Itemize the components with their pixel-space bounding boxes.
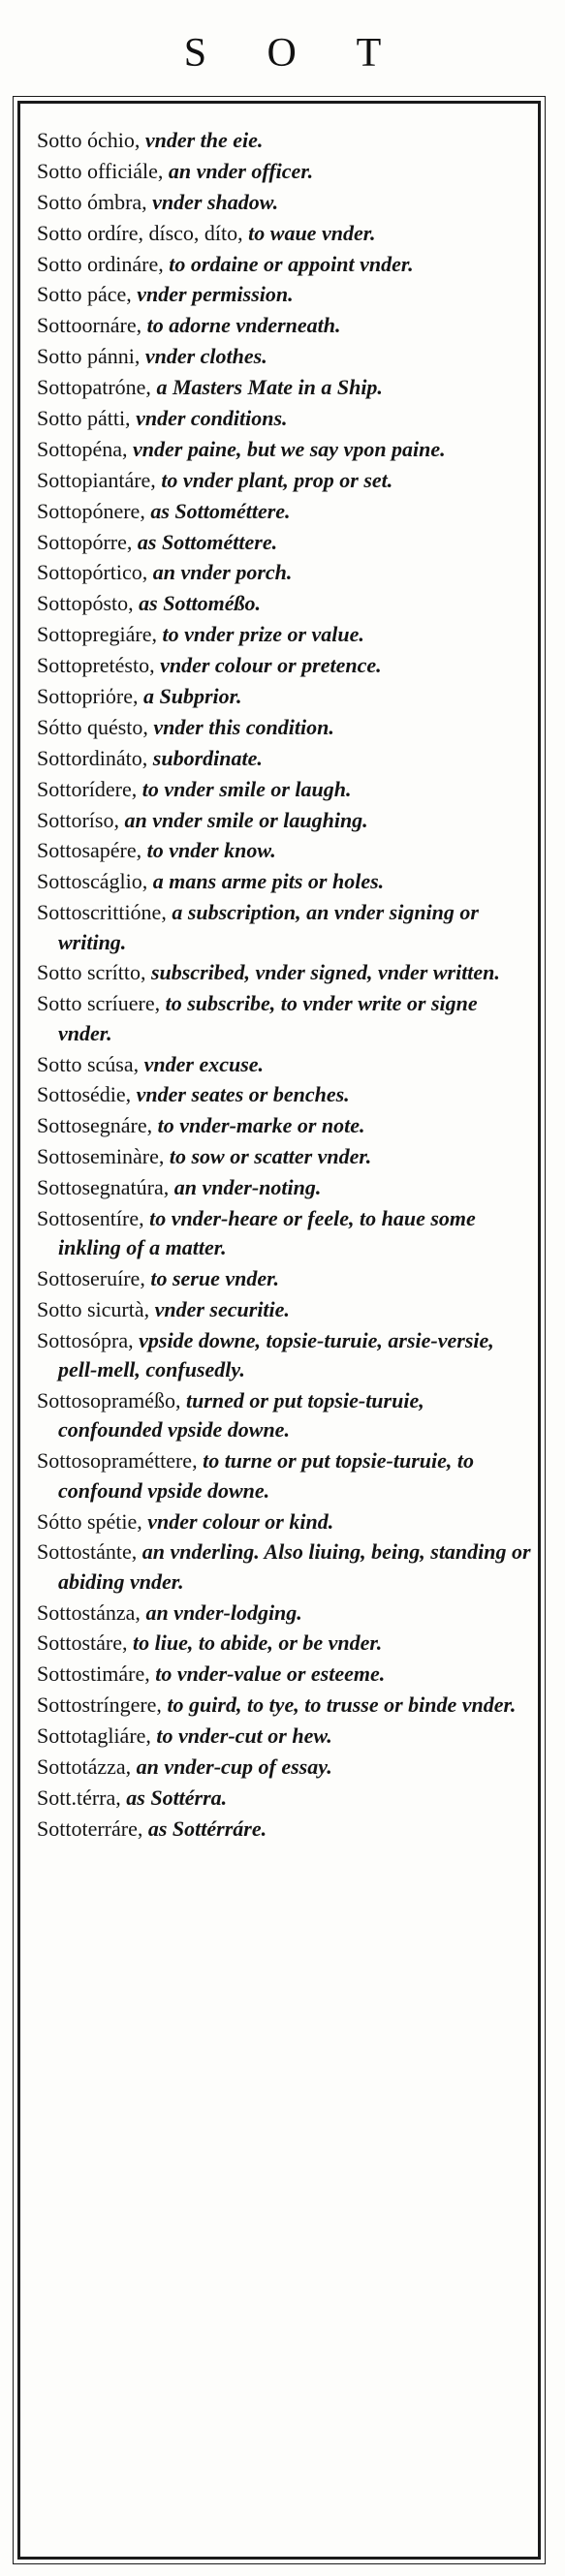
entry-headword: Sotto ordináre, — [37, 251, 164, 276]
dictionary-entry — [37, 1386, 531, 1445]
entry-headword: Sótto spétie, — [37, 1508, 142, 1534]
entry-definition: as Sottométtere. — [132, 529, 278, 554]
entry-headword: Sottosegnáre, — [37, 1113, 153, 1138]
dictionary-entry — [37, 250, 531, 279]
dictionary-entry — [37, 188, 531, 217]
entry-definition: subscribed, vnder signed, vnder written. — [145, 960, 500, 985]
entry-headword: Sottopósto, — [37, 591, 134, 616]
running-head: S O T — [183, 31, 407, 76]
entry-definition: an vnder porch. — [147, 560, 293, 585]
entry-definition: vnder securitie. — [149, 1297, 290, 1322]
entry-definition: to sow or scatter vnder. — [164, 1144, 372, 1169]
entry-headword: Sotto scríuere, — [37, 991, 161, 1016]
entry-headword: Sottoríso, — [37, 807, 119, 832]
entry-headword: Sottoscáglio, — [37, 869, 148, 894]
entry-headword: Sottopregiáre, — [37, 622, 158, 647]
dictionary-entry — [37, 1722, 531, 1751]
dictionary-entry — [37, 989, 531, 1048]
entry-headword: Sottoseruíre, — [37, 1266, 145, 1291]
dictionary-entry — [37, 1446, 531, 1505]
dictionary-entry — [37, 1598, 531, 1628]
dictionary-entry — [37, 1660, 531, 1689]
entry-headword: Sotto scúsa, — [37, 1051, 140, 1076]
dictionary-entry — [37, 1784, 531, 1813]
entry-headword: Sottosédie, — [37, 1082, 132, 1107]
dictionary-entry — [37, 1204, 531, 1263]
dictionary-entry — [37, 775, 531, 804]
dictionary-entry — [37, 157, 531, 186]
entry-headword: Sottopéna, — [37, 436, 128, 461]
dictionary-entry — [37, 528, 531, 557]
entry-headword: Sottosopraméßo, — [37, 1388, 181, 1413]
dictionary-entry — [37, 1264, 531, 1293]
entry-definition: to guird, to tye, to trusse or binde vnder. — [161, 1692, 517, 1718]
dictionary-entry — [37, 1295, 531, 1324]
entry-definition: a Subprior. — [138, 684, 242, 709]
entry-headword: Sottosopraméttere, — [37, 1448, 198, 1474]
entry-definition: vnder permission. — [131, 282, 294, 307]
dictionary-entry — [37, 1142, 531, 1171]
entry-definition: as Sottoméßo. — [133, 591, 262, 616]
dictionary-entry — [37, 713, 531, 742]
dictionary-entry — [37, 126, 531, 155]
entry-headword: Sotto óchio, — [37, 128, 141, 152]
entry-definition: vnder colour or kind. — [141, 1508, 334, 1534]
entry-definition: vnder the eie. — [140, 128, 264, 152]
entry-definition: vnder paine, but we say vpon paine. — [127, 436, 446, 461]
entry-definition: vpside downe, topsie-turuie, arsie-versie, pell-mell, confusedly. — [58, 1327, 494, 1382]
entry-headword: Sottosapére, — [37, 838, 142, 863]
entry-definition: to vnder smile or laugh. — [137, 776, 352, 801]
entry-definition: an vnder-cup of essay. — [131, 1754, 332, 1780]
entry-definition: vnder excuse. — [139, 1051, 265, 1076]
entry-headword: Sottostáre, — [37, 1630, 128, 1656]
entry-definition: to vnder-value or esteeme. — [149, 1661, 386, 1687]
dictionary-entry — [37, 342, 531, 371]
entry-definition: an vnderling. Also liuing, being, standing or abiding vnder. — [58, 1539, 531, 1594]
entry-definition: vnder this condition. — [147, 714, 334, 739]
entry-definition: an vnder-noting. — [169, 1175, 322, 1200]
dictionary-entry — [37, 682, 531, 711]
entry-headword: Sottopónere, — [37, 498, 145, 523]
dictionary-entry — [37, 806, 531, 835]
dictionary-entry — [37, 219, 531, 248]
entry-definition: an vnder-lodging. — [140, 1599, 302, 1625]
entry-headword: Sottopretésto, — [37, 653, 155, 678]
entry-headword: Sotto sicurtà, — [37, 1297, 150, 1322]
entry-headword: Sottotagliáre, — [37, 1723, 151, 1749]
entry-definition: vnder seates or benches. — [131, 1082, 350, 1107]
entry-headword: Sottotázza, — [37, 1754, 132, 1780]
entry-definition: to adorne vnderneath. — [141, 313, 341, 338]
dictionary-entry — [37, 558, 531, 587]
entry-headword: Sottosópra, — [37, 1327, 134, 1352]
dictionary-entry — [37, 1629, 531, 1658]
entry-headword: Sotto scrítto, — [37, 960, 146, 985]
entry-definition: to serue vnder. — [144, 1266, 279, 1291]
entry-headword: Sottostánza, — [37, 1599, 141, 1625]
entry-definition: to waue vnder. — [242, 220, 376, 245]
entry-headword: Sottoornáre, — [37, 313, 142, 338]
dictionary-entry — [37, 1111, 531, 1140]
dictionary-entry — [37, 620, 531, 649]
dictionary-entry — [37, 1173, 531, 1202]
dictionary-entry — [37, 744, 531, 773]
entry-definition: as Sottométtere. — [144, 498, 291, 523]
entry-headword: Sottordináto, — [37, 745, 148, 770]
entry-headword: Sotto ómbra, — [37, 189, 147, 214]
entry-definition: an vnder smile or laughing. — [118, 807, 368, 832]
entry-definition: vnder clothes. — [140, 344, 267, 369]
entry-headword: Sottoterráre, — [37, 1816, 143, 1841]
entry-headword: Sottopriόre, — [37, 684, 139, 709]
entry-definition: a mans arme pits or holes. — [147, 869, 385, 894]
entry-definition: subordinate. — [147, 745, 263, 770]
dictionary-entry — [37, 466, 531, 495]
dictionary-entry — [37, 1815, 531, 1844]
dictionary-entry — [37, 497, 531, 526]
entry-definition: as Sottérra. — [120, 1785, 228, 1810]
entry-headword: Sotto páce, — [37, 282, 132, 307]
entry-definition: to vnder prize or value. — [157, 622, 364, 647]
entry-headword: Sottostríngere, — [37, 1692, 162, 1718]
entry-definition: to vnder-cut or hew. — [150, 1723, 332, 1749]
dictionary-entry — [37, 1080, 531, 1109]
entry-definition: to ordaine or appoint vnder. — [163, 251, 414, 276]
entry-definition: vnder shadow. — [146, 189, 279, 214]
dictionary-entry — [37, 1507, 531, 1536]
entry-headword: Sottostimáre, — [37, 1661, 150, 1687]
dictionary-entry — [37, 898, 531, 957]
entry-headword: Sottopórre, — [37, 529, 133, 554]
entry-headword: Sottopórtico, — [37, 560, 148, 585]
entry-headword: Sottosentíre, — [37, 1205, 144, 1230]
entry-headword: Sottostánte, — [37, 1539, 138, 1565]
entry-definition: a subscription, an vnder signing or writing. — [58, 900, 479, 954]
entry-definition: to vnder-marke or note. — [152, 1113, 365, 1138]
entry-definition: a Masters Mate in a Ship. — [150, 375, 383, 400]
entry-headword: Sótto quésto, — [37, 714, 148, 739]
entry-headword: Sott.térra, — [37, 1785, 121, 1810]
dictionary-entry — [37, 867, 531, 896]
entry-definition: to liue, to abide, or be vnder. — [127, 1630, 383, 1656]
dictionary-entry — [37, 589, 531, 618]
dictionary-entry — [37, 435, 531, 464]
entry-definition: to vnder plant, prop or set. — [155, 467, 393, 492]
entry-headword: Sotto officiále, — [37, 158, 164, 183]
entry-definition: an vnder officer. — [163, 158, 314, 183]
dictionary-entry — [37, 373, 531, 402]
dictionary-entry — [37, 1326, 531, 1385]
entry-definition: to subscribe, to vnder write or signe vnder. — [58, 991, 478, 1045]
entry-headword: Sottopiantáre, — [37, 467, 156, 492]
entry-definition: to turne or put topsie-turuie, to confound vpside downe. — [58, 1448, 475, 1503]
entry-definition: turned or put topsie-turuie, confounded vpside downe. — [58, 1388, 424, 1443]
entry-headword: Sottoseminàre, — [37, 1144, 165, 1169]
entry-definition: to vnder know. — [141, 838, 276, 863]
dictionary-entry — [37, 958, 531, 987]
dictionary-entry — [37, 404, 531, 433]
entry-definition: vnder colour or pretence. — [154, 653, 382, 678]
entry-definition: to vnder-heare or feele, to haue some inkling of a matter. — [58, 1205, 476, 1260]
dictionary-entry — [37, 1537, 531, 1597]
dictionary-entry — [37, 1753, 531, 1782]
dictionary-entry — [37, 1050, 531, 1079]
entry-headword: Sottopatróne, — [37, 375, 151, 400]
entry-headword: Sottoscrittióne, — [37, 900, 167, 925]
entry-list — [37, 126, 531, 1846]
entry-definition: vnder conditions. — [130, 406, 288, 431]
entry-headword: Sottosegnatúra, — [37, 1175, 170, 1200]
dictionary-entry — [37, 651, 531, 680]
entry-headword: Sotto pánni, — [37, 344, 141, 369]
dictionary-entry — [37, 1691, 531, 1720]
dictionary-entry — [37, 836, 531, 865]
entry-headword: Sotto pátti, — [37, 406, 131, 431]
dictionary-entry — [37, 280, 531, 309]
dictionary-entry — [37, 311, 531, 340]
entry-headword: Sotto ordíre, dísco, díto, — [37, 220, 243, 245]
entry-definition: as Sottérráre. — [142, 1816, 267, 1841]
entry-headword: Sottorídere, — [37, 776, 138, 801]
